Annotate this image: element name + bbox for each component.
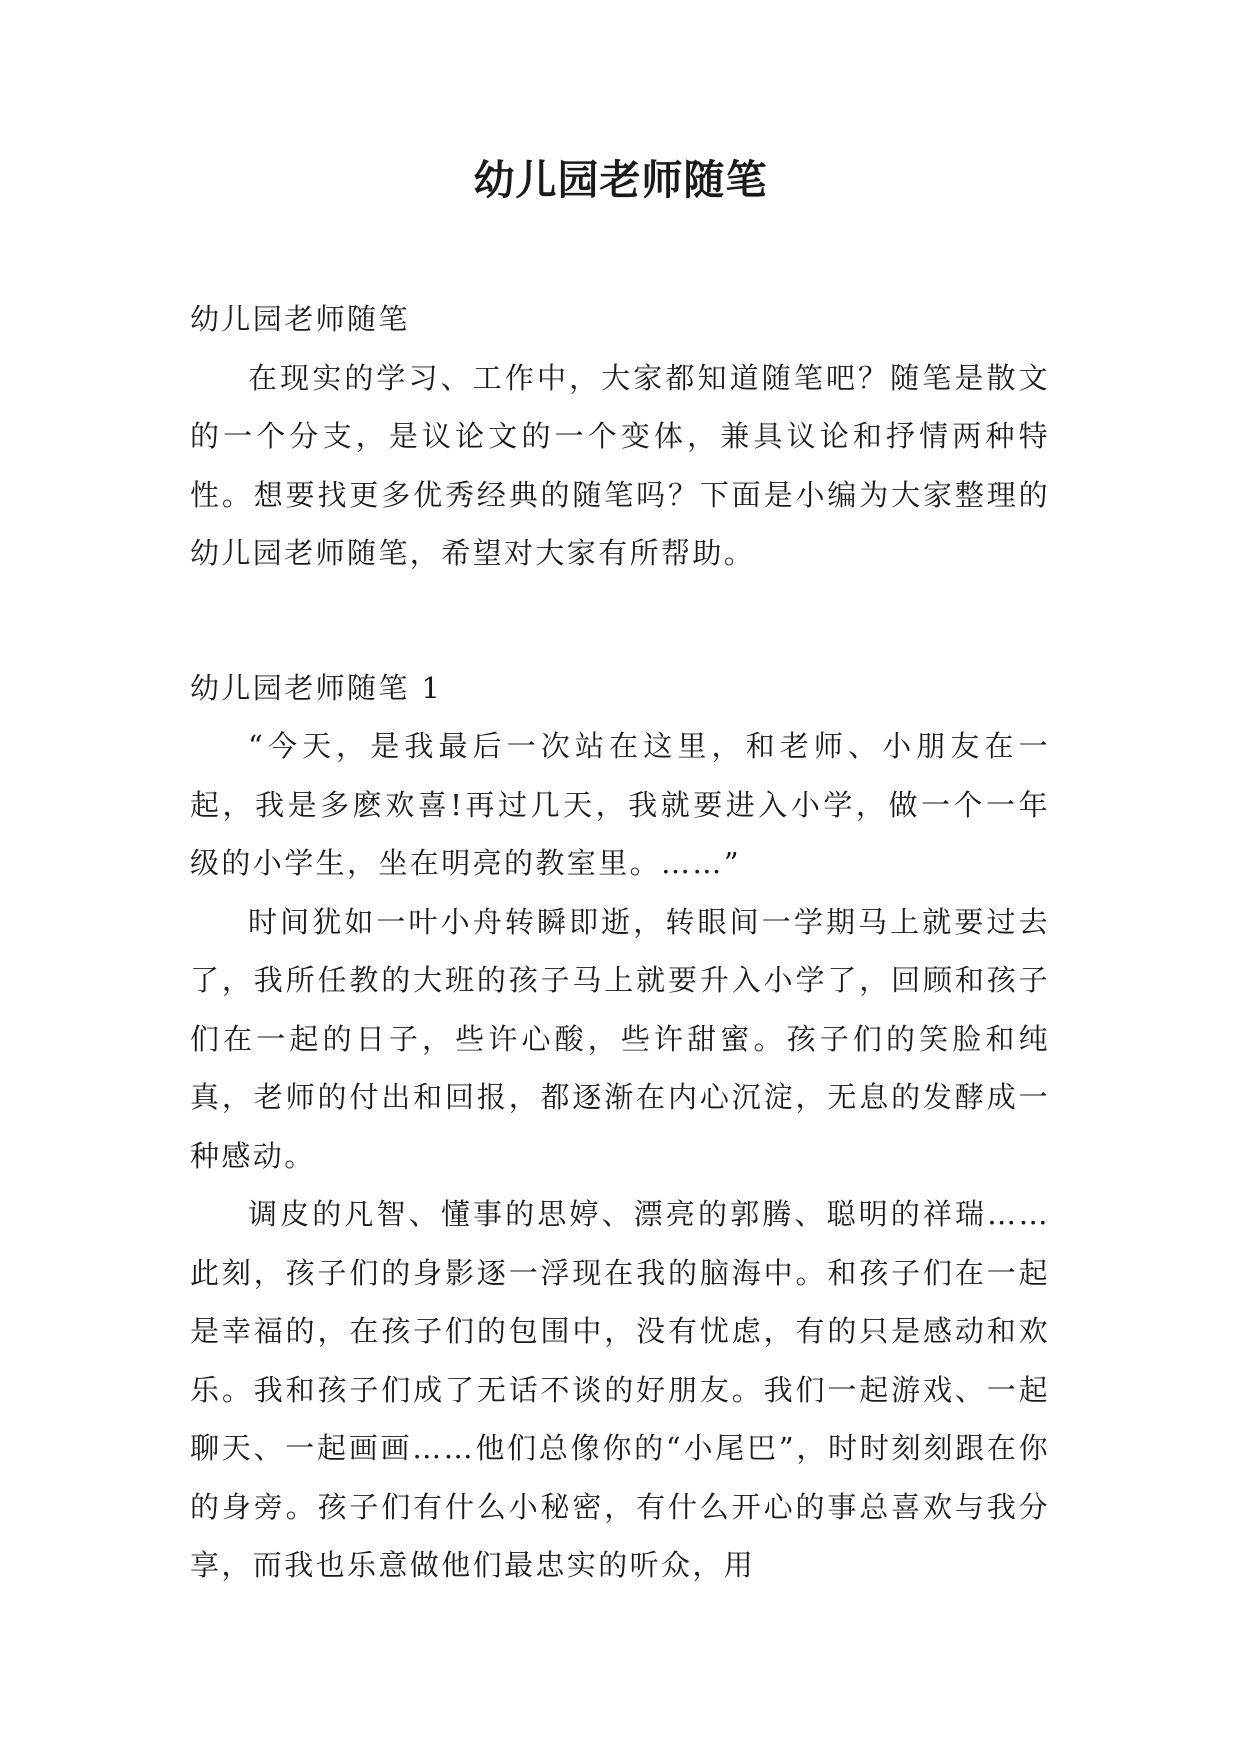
- document-body: [190, 290, 1050, 1595]
- section-paragraph-2: 时间犹如一叶小舟转瞬即逝，转眼间一学期马上就要过去了，我所任教的大班的孩子马上就要升入小学了，回顾和孩子们在一起的日子，些许心酸，些许甜蜜。孩子们的笑脸和纯真，老师的付出和回报，都逐渐在内心沉淀，无息的发酵成一种感动。: [190, 904, 1050, 1173]
- document-subtitle: 幼儿园老师随笔: [190, 302, 410, 336]
- section-paragraph-1: “今天，是我最后一次站在这里，和老师、小朋友在一起，我是多麽欢喜!再过几天，我就要进入小学，做一个一年级的小学生，坐在明亮的教室里。……”: [190, 729, 1050, 880]
- section-paragraph-3: 调皮的凡智、懂事的思婷、漂亮的郭腾、聪明的祥瑞……此刻，孩子们的身影逐一浮现在我的脑海中。和孩子们在一起是幸福的，在孩子们的包围中，没有忧虑，有的只是感动和欢乐。我和孩子们成了无话不谈的好朋友。我们一起游戏、一起聊天、一起画画……他们总像你的“小尾巴”，时时刻刻跟在你的身旁。孩子们有什么小秘密，有什么开心的事总喜欢与我分享，而我也乐意做他们最忠实的听众，用: [190, 1197, 1050, 1582]
- section-spacer: [190, 583, 1050, 659]
- intro-paragraph: 在现实的学习、工作中，大家都知道随笔吧？随笔是散文的一个分支，是议论文的一个变体，兼具议论和抒情两种特性。想要找更多优秀经典的随笔吗？下面是小编为大家整理的幼儿园老师随笔，希望对大家有所帮助。: [190, 360, 1050, 570]
- document-title: 幼儿园老师随笔: [473, 156, 768, 204]
- section-heading: 幼儿园老师随笔 1: [190, 670, 443, 705]
